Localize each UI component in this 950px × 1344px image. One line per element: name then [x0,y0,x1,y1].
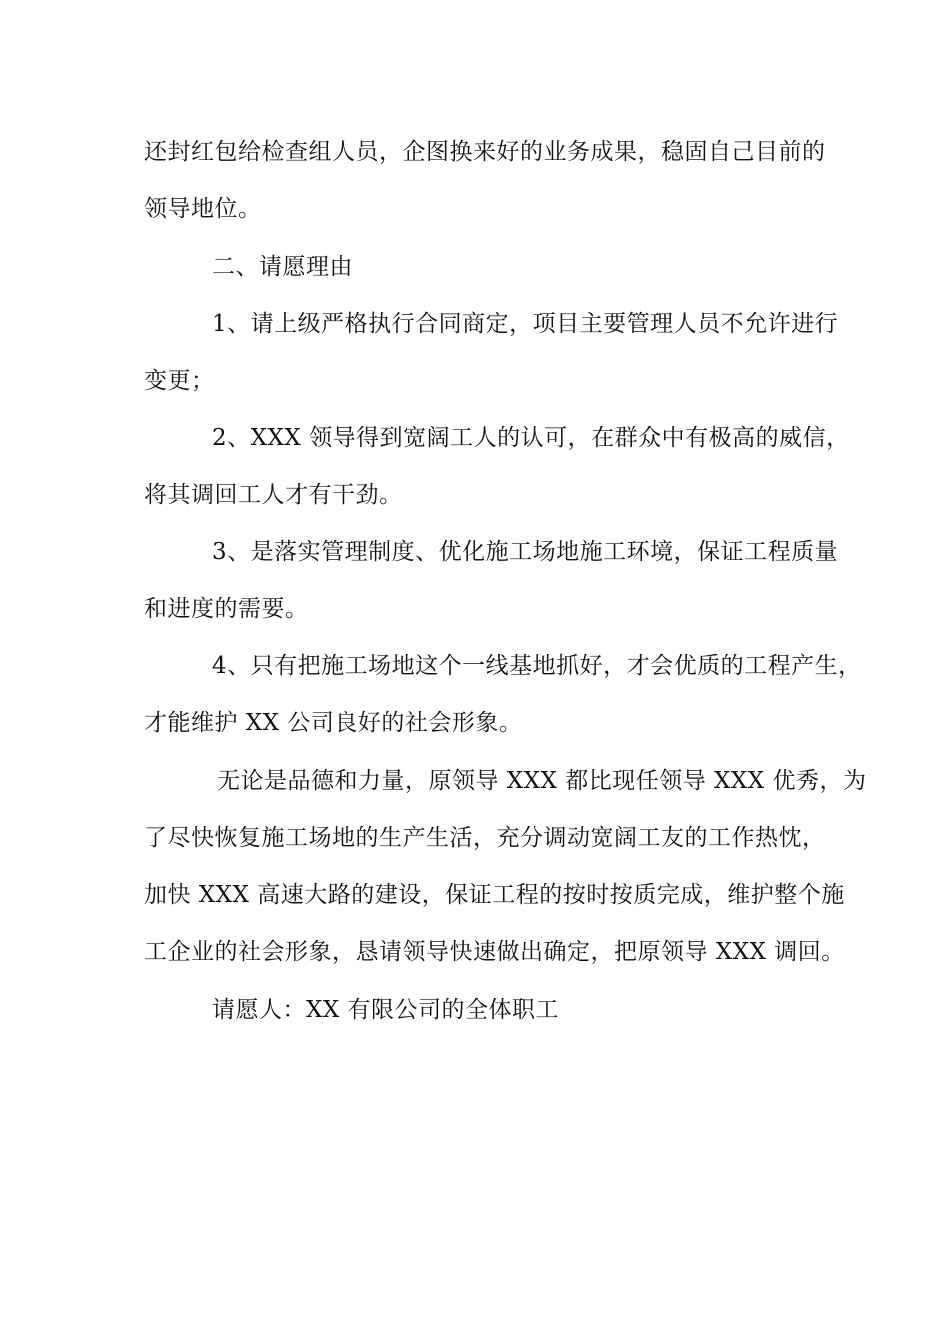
paragraph-line: 4、只有把施工场地这个一线基地抓好，才会优质的工程产生， [212,653,862,679]
petitioner-line: 请愿人：XX 有限公司的全体职工 [212,997,560,1023]
paragraph-line: 了尽快恢复施工场地的生产生活，充分调动宽阔工友的工作热忱， [144,825,826,851]
paragraph-line: 才能维护 XX 公司良好的社会形象。 [144,710,523,736]
paragraph-line: 3、是落实管理制度、优化施工场地施工环境，保证工程质量 [212,539,839,565]
paragraph-line: 加快 XXX 高速大路的建设，保证工程的按时按质完成，维护整个施 [144,882,845,908]
paragraph-line: 领导地位。 [144,196,262,222]
paragraph-line: 还封红包给检查组人员，企图换来好的业务成果，稳固自己目前的 [144,139,826,165]
paragraph-line: 2、XXX 领导得到宽阔工人的认可，在群众中有极高的威信， [212,425,850,451]
paragraph-line: 无论是品德和力量，原领导 XXX 都比现任领导 XXX 优秀，为 [217,768,867,794]
paragraph-line: 1、请上级严格执行合同商定，项目主要管理人员不允许进行 [212,311,839,337]
section-heading: 二、请愿理由 [212,254,353,280]
paragraph-line: 将其调回工人才有干劲。 [144,482,403,508]
paragraph-line: 变更； [144,368,215,394]
paragraph-line: 工企业的社会形象，恳请领导快速做出确定，把原领导 XXX 调回。 [144,939,845,965]
paragraph-line: 和进度的需要。 [144,596,309,622]
